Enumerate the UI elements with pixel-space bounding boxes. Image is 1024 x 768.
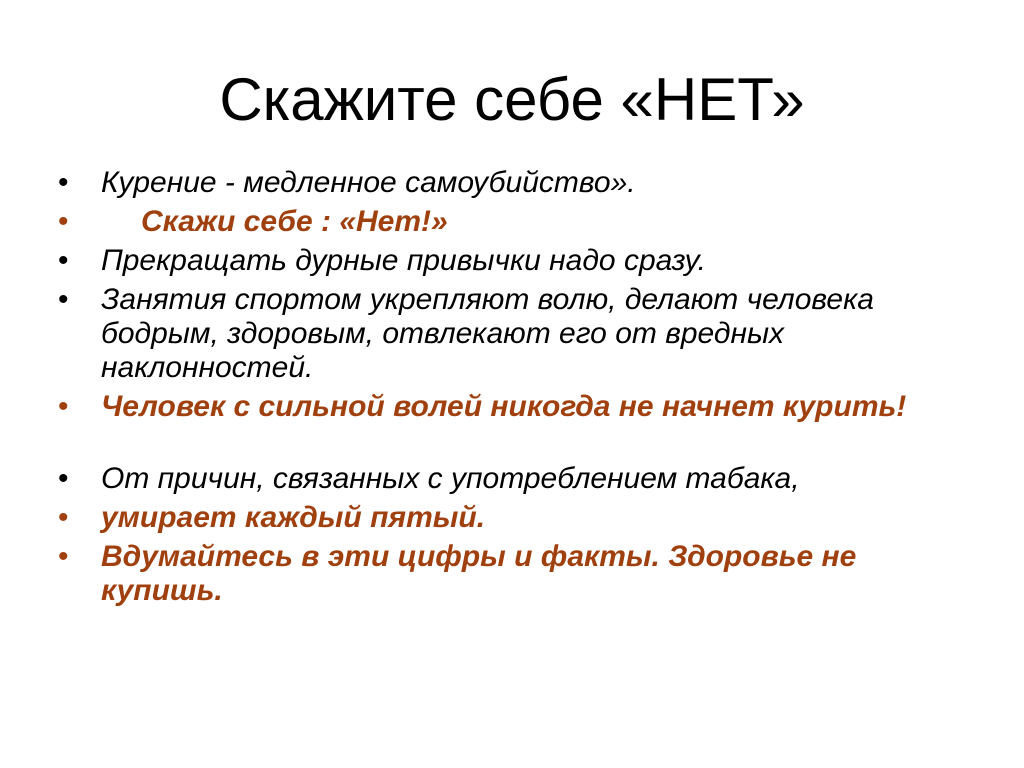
bullet-dot-icon: • bbox=[58, 390, 69, 423]
bullet-text: умирает каждый пятый. bbox=[101, 501, 486, 534]
bullet-dot-icon: • bbox=[58, 244, 69, 277]
bullet-dot-icon: • bbox=[58, 501, 69, 534]
bullet-item bbox=[58, 283, 978, 385]
bullet-text: Прекращать дурные привычки надо сразу. bbox=[101, 244, 706, 277]
bullet-text: От причин, связанных с употреблением табака, bbox=[101, 462, 800, 495]
bullet-item bbox=[58, 244, 978, 278]
bullet-item-accent bbox=[58, 540, 978, 608]
bullet-dot-icon: • bbox=[58, 283, 69, 316]
bullet-item-accent bbox=[58, 205, 978, 239]
bullet-text: Курение - медленное самоубийство». bbox=[101, 166, 636, 199]
bullet-dot-icon: • bbox=[58, 166, 69, 199]
bullet-text: Занятия спортом укрепляют волю, делают человека бодрым, здоровым, отвлекают его от вредных наклонностей. bbox=[101, 283, 874, 384]
bullet-dot-icon: • bbox=[58, 205, 69, 238]
bullet-list bbox=[58, 166, 978, 613]
slide-title: Скажите себе «НЕТ» bbox=[219, 66, 805, 133]
bullet-item bbox=[58, 462, 978, 496]
bullet-dot-icon: • bbox=[58, 540, 69, 573]
bullet-text: Вдумайтесь в эти цифры и факты. Здоровье не купишь. bbox=[101, 540, 857, 607]
bullet-dot-icon: • bbox=[58, 462, 69, 495]
bullet-item-accent bbox=[58, 501, 978, 535]
bullet-item-accent bbox=[58, 390, 978, 424]
bullet-item bbox=[58, 166, 978, 200]
bullet-text: Человек с сильной волей никогда не начнет курить! bbox=[101, 390, 907, 423]
bullet-text: Скажи себе : «Нет!» bbox=[141, 205, 448, 238]
